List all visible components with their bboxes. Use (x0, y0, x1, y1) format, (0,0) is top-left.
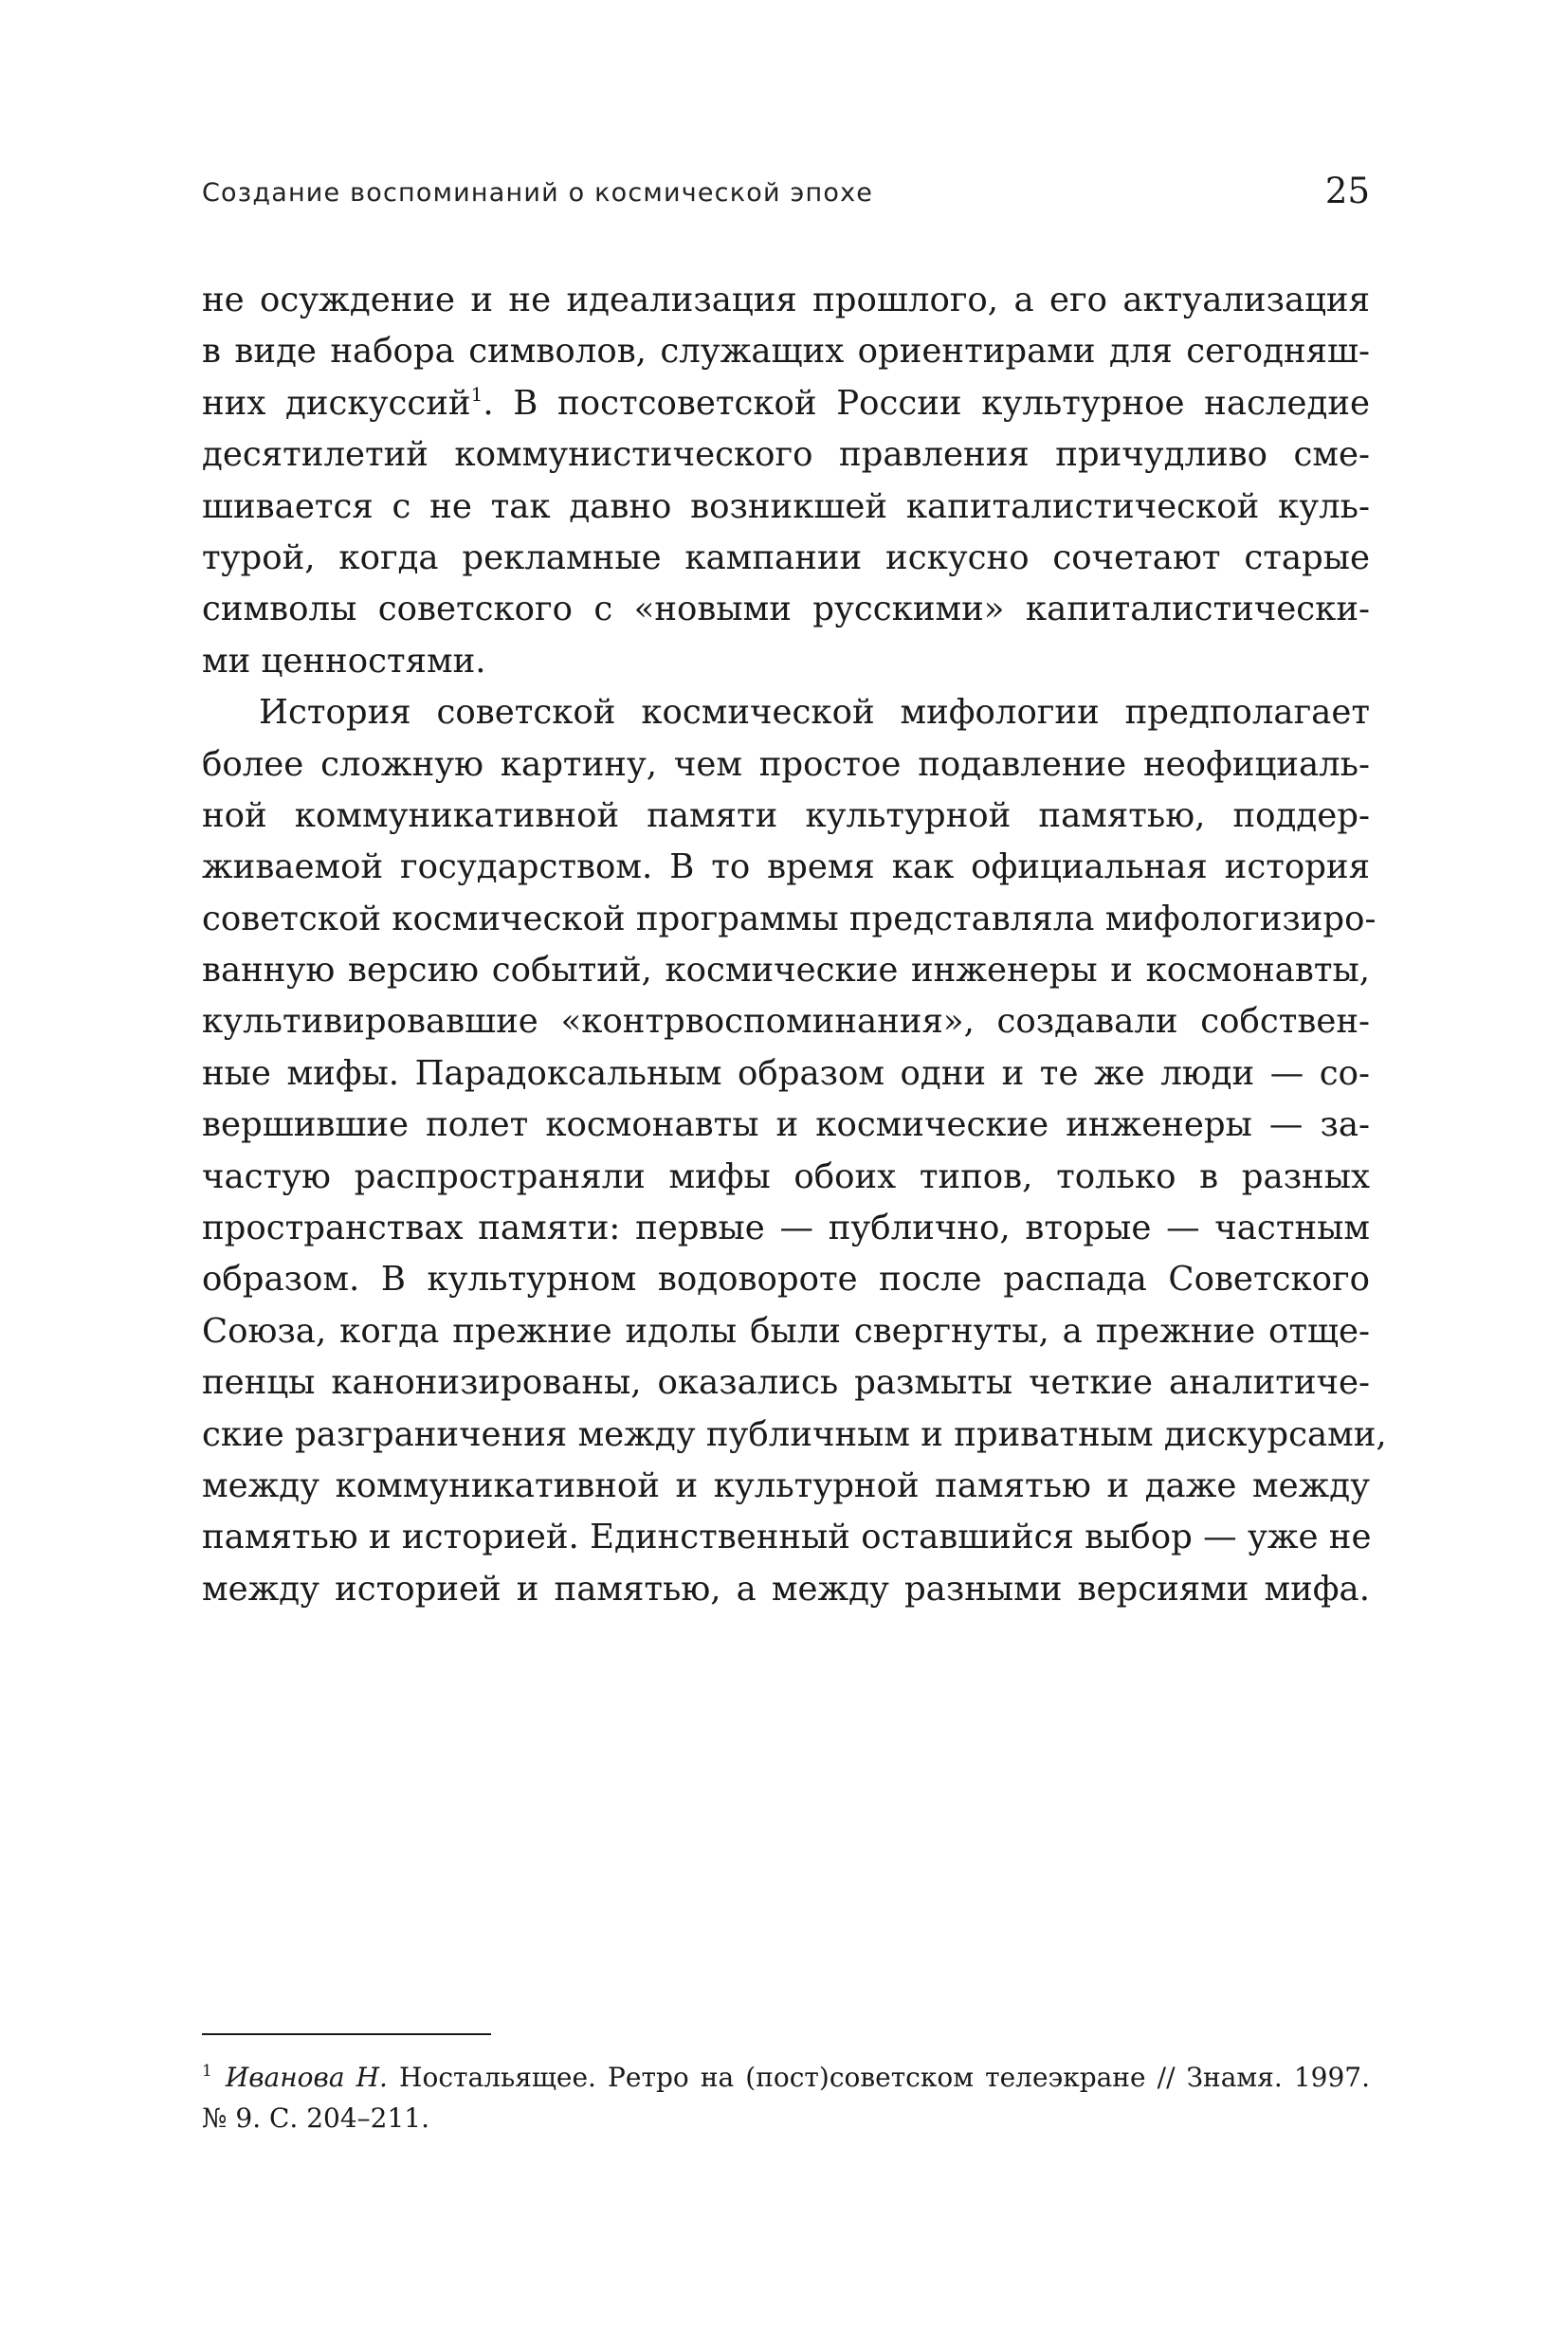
text-line: десятилетий коммунистического правления причудливо сме- (202, 435, 1370, 475)
text-line: между историей и памятью, а между разными версиями мифа. (202, 1569, 1370, 1609)
page-number: 25 (1324, 171, 1370, 211)
text-line: в виде набора символов, служащих ориентирами для сегодняш- (202, 332, 1370, 372)
text-line: частую распространяли мифы обоих типов, только в разных (202, 1156, 1370, 1196)
text-fragment: них дискуссий (202, 383, 471, 423)
footnote-author: Иванова Н. (225, 2062, 388, 2093)
text-line: История советской космической мифологии предполагает (259, 693, 1370, 733)
footnote (202, 2057, 1370, 2138)
text-line (202, 378, 1370, 429)
text-line: пространствах памяти: первые — публично, вторые — частным (202, 1209, 1370, 1248)
body-text (202, 275, 1387, 1615)
text-line: культивировавшие «контрвоспоминания», создавали собствен- (202, 1002, 1370, 1042)
footnote-divider (202, 2033, 491, 2035)
footnote-line (202, 2057, 1370, 2098)
text-line: советской космической программы представляла мифологизиро- (202, 899, 1377, 938)
text-line: ные мифы. Парадоксальным образом одни и те же люди — со- (202, 1053, 1370, 1093)
text-line: ские разграничения между публичным и приватным дискурсами, (202, 1414, 1387, 1454)
footnote-citation: Ностальящее. Ретро на (пост)советском телеэкране // Знамя. 1997. (387, 2062, 1370, 2093)
text-line: вершившие полет космонавты и космические инженеры — за- (202, 1105, 1370, 1145)
text-line: памятью и историей. Единственный оставшийся выбор — уже не (202, 1518, 1372, 1557)
text-fragment: . В постсоветской России культурное наследие (483, 383, 1370, 423)
text-line: Союза, когда прежние идолы были свергнуты, а прежние отще- (202, 1311, 1370, 1351)
running-title: Создание воспоминаний о космической эпохе (202, 178, 874, 208)
text-line: более сложную картину, чем простое подавление неофициаль- (202, 744, 1370, 784)
text-line: символы советского с «новыми русскими» капиталистически- (202, 590, 1370, 629)
text-line: живаемой государством. В то время как официальная история (202, 847, 1370, 887)
footnote-reference[interactable]: 1 (470, 382, 483, 406)
text-line: между коммуникативной и культурной памятью и даже между (202, 1465, 1370, 1505)
footnote-line: № 9. С. 204–211. (202, 2102, 430, 2134)
text-line: шивается с не так давно возникшей капиталистической куль- (202, 486, 1370, 526)
text-line: турой, когда рекламные кампании искусно сочетают старые (202, 537, 1370, 577)
text-line: пенцы канонизированы, оказались размыты четкие аналитиче- (202, 1363, 1370, 1403)
text-line: ми ценностями. (202, 641, 486, 681)
text-line: ванную версию событий, космические инженеры и космонавты, (202, 951, 1370, 991)
text-line: ной коммуникативной памяти культурной памятью, поддер- (202, 795, 1370, 835)
text-line: образом. В культурном водовороте после распада Советского (202, 1260, 1370, 1300)
running-head (202, 171, 1370, 220)
footnote-marker: 1 (202, 2062, 212, 2081)
text-line: не осуждение и не идеализация прошлого, а его актуализация (202, 281, 1370, 319)
